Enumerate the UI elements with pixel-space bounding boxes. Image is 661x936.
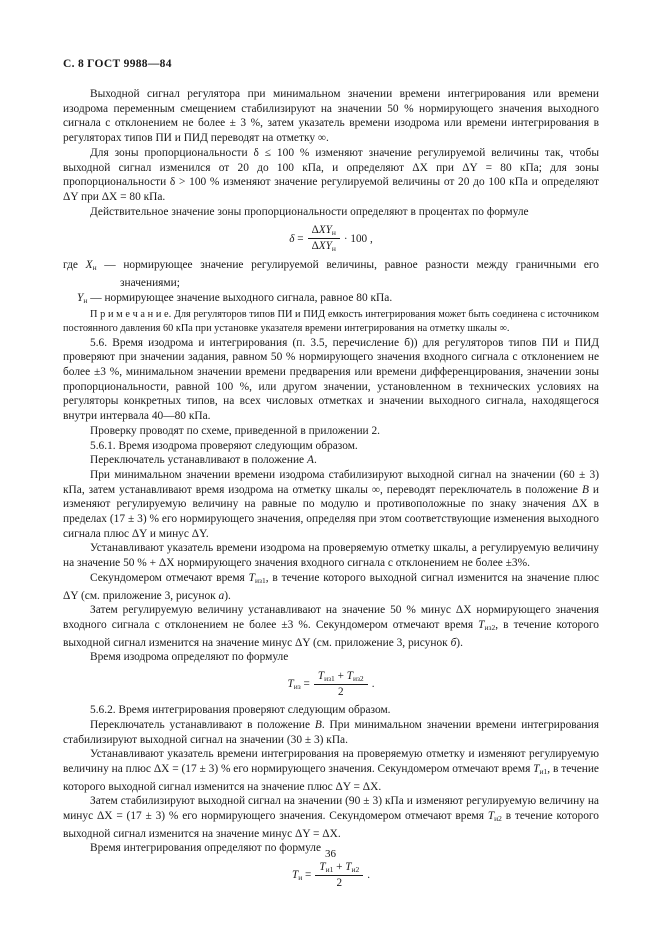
fraction-numerator: Ти1 + Ти2	[315, 861, 363, 876]
paragraph: Устанавливают указатель времени изодрома на проверяемую отметку шкалы, а регулируемую величину на значение 50 % + ΔX нормирующего значения входного сигнала с отклонением не более ±3%.	[63, 542, 599, 570]
formula-lhs: δ =	[289, 232, 304, 245]
fraction	[314, 670, 368, 698]
page-header: С. 8 ГОСТ 9988—84	[63, 58, 172, 70]
formula-tail: .	[367, 869, 371, 882]
paragraph: Затем регулируемую величину устанавливают на значение 50 % минус ΔX нормирующего значения входного сигнала с отклонением не более ±3 %. Секундомером отмечают время Тиз2, в течение которого выходной сигнал изменится на значение минус ΔY (см. приложение 3, рисунок б).	[63, 604, 599, 649]
paragraph: Действительное значение зоны пропорциональности определяют в процентах по формуле	[90, 205, 529, 218]
fraction-denominator: 2	[337, 686, 344, 699]
paragraph: Устанавливают указатель времени интегрирования на проверяемую отметку и изменяют регулируемую величину на плюс ΔX = (17 ± 3) % его нормирующего значения. Секундомером отмечают время Ти1, в течение которого выходной сигнал изменится на значение плюс ΔY = ΔX.	[63, 748, 599, 793]
paragraph: Время интегрирования определяют по формуле	[90, 842, 322, 855]
page-number: 36	[325, 848, 336, 860]
formula-izodrome-time	[63, 670, 599, 698]
note-paragraph: П р и м е ч а н и е. Для регуляторов типов ПИ и ПИД емкость интегрирования может быть соединена с источником постоянного давления 60 кПа при установке указателя времени интегрирования на отметку шкалы ∞.	[63, 309, 599, 335]
paragraph: Для зоны пропорциональности δ ≤ 100 % изменяют значение регулируемой величины так, чтобы выходной сигнал изменился от 20 до 100 кПа, и определяют ΔX при ΔY = 80 кПа; для зоны пропорциональности δ > 100 % изменяют значение регулируемой величины от 20 до 100 кПа и определяют ΔY при ΔX = 80 кПа.	[63, 146, 599, 203]
paragraph: При минимальном значении времени изодрома стабилизируют выходной сигнал на значении (60 ± 3) кПа, затем устанавливают время изодрома на отметку шкалы ∞, переводят переключатель в положение В и изменяют регулируемую величину на равные по модулю и противоположные по знаку значения ΔX в пределах (17 ± 3) % его нормирующего значения, определяя при этом соответствующие изменения выходного сигнала плюс ΔY и минус ΔY.	[63, 468, 599, 540]
fraction-denominator: ΔXYн	[311, 240, 336, 254]
paragraph: Переключатель устанавливают в положение А.	[90, 454, 317, 467]
formula-integration-time	[63, 861, 599, 889]
definition-x-norm: где Xн — нормирующее значение регулируемой величины, равное разности между граничными его значениями;	[63, 259, 599, 290]
formula-tail: · 100 ,	[343, 232, 373, 245]
paragraph: Проверку проводят по схеме, приведенной в приложении 2.	[90, 424, 381, 437]
paragraph: Секундомером отмечают время Тиз1, в течение которого выходной сигнал изменится на значение плюс ΔY (см. приложение 3, рисунок а).	[63, 571, 600, 602]
paragraph: Выходной сигнал регулятора при минимальном значении времени интегрирования или времени изодрома переменным смещением стабилизируют на значении 50 % нормирующего значения выходного сигнала с отклонением не более ± 3 %, затем указатель времени изодрома или времени интегрирования в регуляторах типов ПИ и ПИД переводят на отметку ∞.	[63, 88, 599, 145]
paragraph: 5.6. Время изодрома и интегрирования (п. 3.5, перечисление б)) для регуляторов типов ПИ и ПИД проверяют при значении задания, равном 50 % нормирующего значения входного сигнала с отклонением не более ±3 %, минимальном значении времени предварения или времени дифференцирования, значении зоны пропорциональности, равной 100 %, или другом значении, установленном в технических условиях на регуляторы конкретных типов, на всех числовых отметках и значении выходного сигнала, находящегося внутри интервала 40—80 кПа.	[63, 336, 599, 423]
fraction	[308, 224, 340, 253]
paragraph: 5.6.2. Время интегрирования проверяют следующим образом.	[90, 704, 391, 717]
fraction	[315, 861, 363, 889]
formula-lhs: Тиз =	[287, 677, 310, 691]
paragraph: Время изодрома определяют по формуле	[90, 651, 289, 664]
formula-lhs: Ти =	[291, 868, 312, 882]
definition-y-norm: Yн — нормирующее значение выходного сигнала, равное 80 кПа.	[77, 291, 393, 305]
paragraph: Переключатель устанавливают в положение В. При минимальном значении времени интегрирования стабилизируют выходной сигнал на значении (30 ± 3) кПа.	[63, 718, 599, 746]
paragraph: 5.6.1. Время изодрома проверяют следующим образом.	[90, 439, 358, 452]
fraction-numerator: ΔXYн	[308, 224, 340, 239]
fraction-denominator: 2	[336, 877, 343, 890]
paragraph: Затем стабилизируют выходной сигнал на значении (90 ± 3) кПа и изменяют регулируемую величину на минус ΔX = (17 ± 3) % его нормирующего значения. Секундомером отмечают время Ти2 в течение которого выходной сигнал изменится на значение минус ΔY = ΔX.	[63, 795, 600, 840]
formula-tail: .	[371, 678, 375, 691]
fraction-numerator: Тиз1 + Тиз2	[314, 670, 368, 685]
formula-proportional-band	[63, 224, 599, 253]
